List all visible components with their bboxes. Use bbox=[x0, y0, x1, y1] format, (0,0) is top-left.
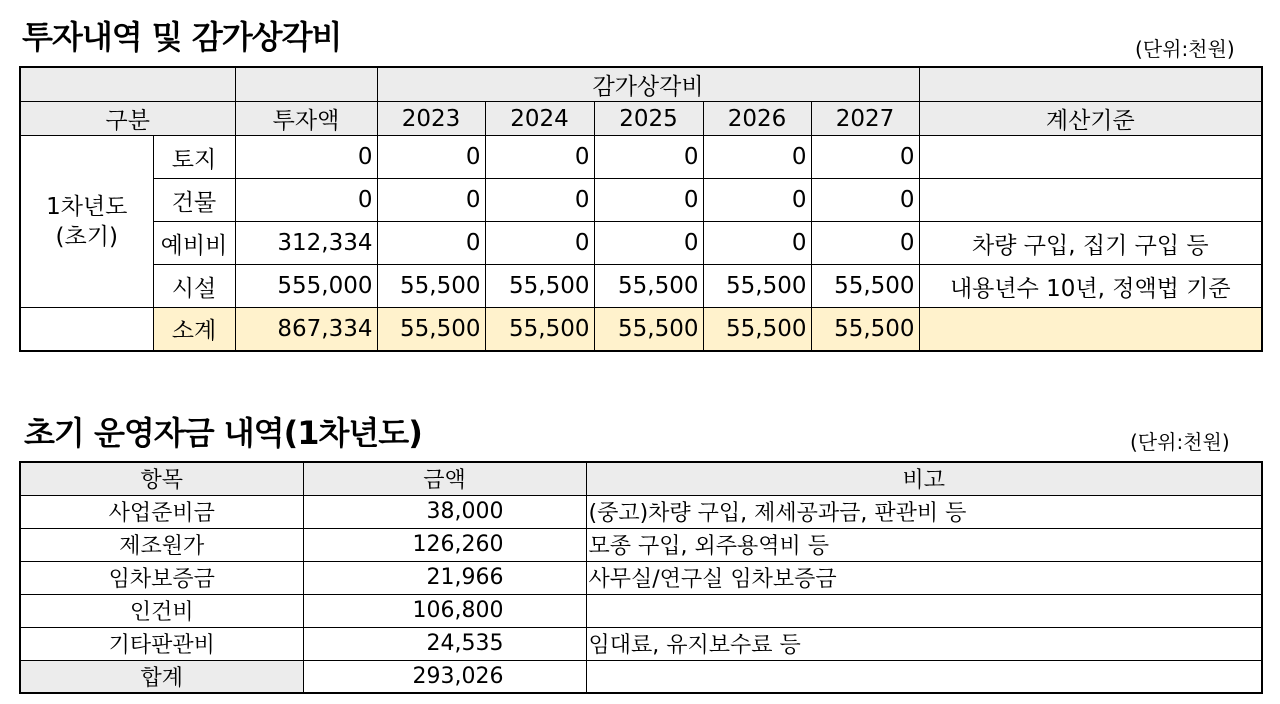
table-row bbox=[20, 265, 1262, 308]
row-d2026: 55,500 bbox=[703, 265, 811, 308]
row-note bbox=[586, 660, 1262, 693]
row-d2026: 55,500 bbox=[703, 308, 811, 351]
header-year-2026: 2026 bbox=[703, 102, 811, 136]
section1-title: 투자내역 및 감가상각비 bbox=[22, 18, 342, 56]
row-item: 합계 bbox=[20, 660, 303, 693]
row-d2027: 0 bbox=[811, 179, 919, 222]
row-item: 인건비 bbox=[20, 594, 303, 627]
row-item: 건물 bbox=[153, 179, 235, 222]
row-amount: 24,535 bbox=[303, 627, 586, 660]
operating-fund-table bbox=[19, 461, 1263, 694]
header-year-2023: 2023 bbox=[377, 102, 485, 136]
row-invest: 555,000 bbox=[235, 265, 377, 308]
row-amount: 106,800 bbox=[303, 594, 586, 627]
row-d2023: 0 bbox=[377, 179, 485, 222]
row-d2023: 55,500 bbox=[377, 308, 485, 351]
subtotal-blank bbox=[20, 308, 153, 351]
row-amount: 38,000 bbox=[303, 495, 586, 528]
row-d2027: 0 bbox=[811, 222, 919, 265]
row-note: 임대료, 유지보수료 등 bbox=[586, 627, 1262, 660]
row-note bbox=[586, 594, 1262, 627]
row-d2025: 0 bbox=[594, 179, 703, 222]
header-depreciation: 감가상각비 bbox=[377, 67, 919, 102]
row-item: 토지 bbox=[153, 136, 235, 179]
table-row bbox=[20, 495, 1262, 528]
row-d2026: 0 bbox=[703, 136, 811, 179]
row-d2026: 0 bbox=[703, 222, 811, 265]
header-investment: 투자액 bbox=[235, 102, 377, 136]
table-row bbox=[20, 561, 1262, 594]
section1-unit: (단위:천원) bbox=[1135, 37, 1235, 61]
header-blank-basis bbox=[919, 67, 1262, 102]
row-item: 임차보증금 bbox=[20, 561, 303, 594]
row-invest: 0 bbox=[235, 136, 377, 179]
row-item: 소계 bbox=[153, 308, 235, 351]
subtotal-row bbox=[20, 308, 1262, 351]
row-basis: 내용년수 10년, 정액법 기준 bbox=[919, 265, 1262, 308]
row-note: 모종 구입, 외주용역비 등 bbox=[586, 528, 1262, 561]
row-d2023: 55,500 bbox=[377, 265, 485, 308]
table-row bbox=[20, 627, 1262, 660]
table-row bbox=[20, 179, 1262, 222]
section2-title: 초기 운영자금 내역(1차년도) bbox=[24, 414, 422, 452]
group-label-line2: (초기) bbox=[55, 223, 118, 250]
row-note: 사무실/연구실 임차보증금 bbox=[586, 561, 1262, 594]
header-item: 항목 bbox=[20, 462, 303, 495]
row-d2025: 0 bbox=[594, 136, 703, 179]
row-amount: 126,260 bbox=[303, 528, 586, 561]
header-category: 구분 bbox=[20, 102, 235, 136]
row-d2025: 55,500 bbox=[594, 308, 703, 351]
row-d2023: 0 bbox=[377, 222, 485, 265]
row-item: 예비비 bbox=[153, 222, 235, 265]
row-basis bbox=[919, 136, 1262, 179]
table-row bbox=[20, 594, 1262, 627]
header-amount: 금액 bbox=[303, 462, 586, 495]
row-d2023: 0 bbox=[377, 136, 485, 179]
row-d2027: 55,500 bbox=[811, 265, 919, 308]
group-label-line1: 1차년도 bbox=[46, 193, 128, 220]
row-d2027: 0 bbox=[811, 136, 919, 179]
row-basis: 차량 구입, 집기 구입 등 bbox=[919, 222, 1262, 265]
total-row bbox=[20, 660, 1262, 693]
row-d2026: 0 bbox=[703, 179, 811, 222]
row-amount: 293,026 bbox=[303, 660, 586, 693]
row-invest: 867,334 bbox=[235, 308, 377, 351]
row-d2025: 55,500 bbox=[594, 265, 703, 308]
header-year-2025: 2025 bbox=[594, 102, 703, 136]
row-d2025: 0 bbox=[594, 222, 703, 265]
row-amount: 21,966 bbox=[303, 561, 586, 594]
row-basis bbox=[919, 179, 1262, 222]
depreciation-table bbox=[19, 66, 1263, 352]
header-year-2027: 2027 bbox=[811, 102, 919, 136]
row-d2024: 55,500 bbox=[485, 265, 594, 308]
row-item: 사업준비금 bbox=[20, 495, 303, 528]
header-basis: 계산기준 bbox=[919, 102, 1262, 136]
header-note: 비고 bbox=[586, 462, 1262, 495]
group-label bbox=[20, 136, 153, 308]
row-invest: 0 bbox=[235, 179, 377, 222]
row-d2024: 55,500 bbox=[485, 308, 594, 351]
row-item: 시설 bbox=[153, 265, 235, 308]
row-d2024: 0 bbox=[485, 222, 594, 265]
row-basis bbox=[919, 308, 1262, 351]
header-blank-invest bbox=[235, 67, 377, 102]
row-d2024: 0 bbox=[485, 136, 594, 179]
header-blank bbox=[20, 67, 235, 102]
row-d2027: 55,500 bbox=[811, 308, 919, 351]
table-row bbox=[20, 528, 1262, 561]
row-d2024: 0 bbox=[485, 179, 594, 222]
header-year-2024: 2024 bbox=[485, 102, 594, 136]
row-invest: 312,334 bbox=[235, 222, 377, 265]
section2-unit: (단위:천원) bbox=[1130, 430, 1230, 454]
row-note: (중고)차량 구입, 제세공과금, 판관비 등 bbox=[586, 495, 1262, 528]
row-item: 기타판관비 bbox=[20, 627, 303, 660]
table-row bbox=[20, 136, 1262, 179]
row-item: 제조원가 bbox=[20, 528, 303, 561]
table-row bbox=[20, 222, 1262, 265]
